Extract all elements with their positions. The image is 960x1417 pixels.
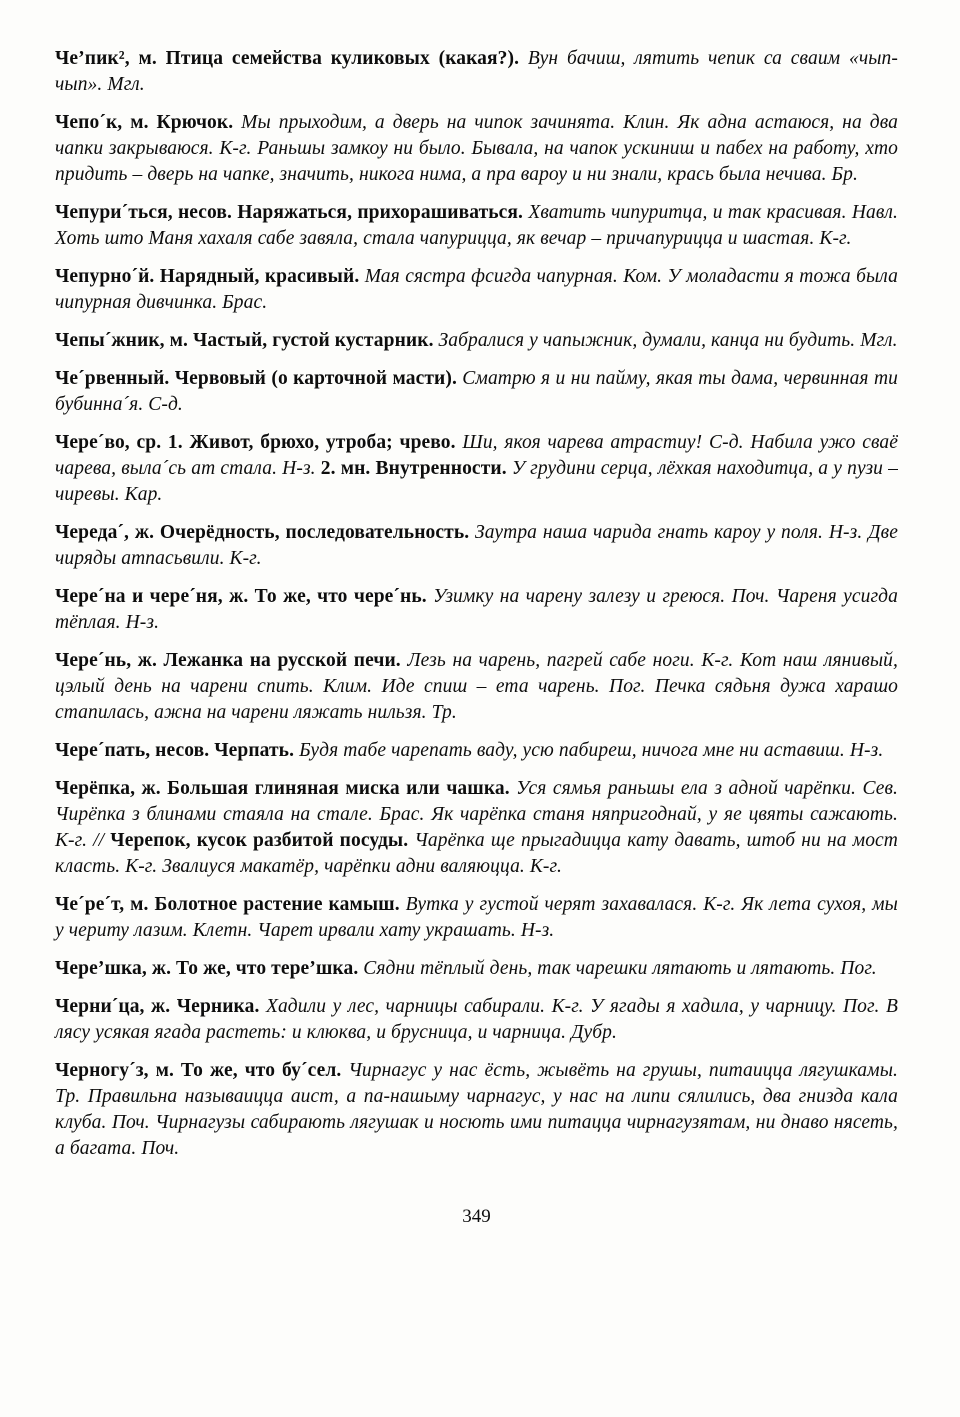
dictionary-entry	[55, 328, 898, 354]
dictionary-entries	[55, 46, 898, 1162]
headword-definition-text: Че´рвенный. Червовый (о карточной масти).	[55, 368, 457, 389]
example-quotation-text: Чирнагус у нас ёсть, жывёть на грушы, питаицца лягушкамы. Тр. Правильна называицца аист, а па-нашыму чарнагус, у нас на липи сялились, два гнизда кала клуба. Поч. Чирнагузы сабирають лягушак и носють ими питацца чирнагузятам, ни днаво нясеть, а багата. Поч.	[55, 1060, 898, 1159]
dictionary-entry	[55, 648, 898, 726]
dictionary-entry	[55, 956, 898, 982]
headword-definition-text: Чере´пать, несов. Черпать.	[55, 740, 295, 761]
example-quotation-text: Мая сястра фсигда чапурная. Ком. У моладасти я тожа была чипурная дивчинка. Брас.	[55, 266, 898, 313]
dictionary-entry	[55, 584, 898, 636]
example-quotation-text: Сматрю я и ни пайму, якая ты дама, червинная ти бубинна´я. С-д.	[55, 368, 898, 415]
example-quotation-text: У грудини серца, лёхкая находитца, а у пузи – чиревы. Кар.	[55, 458, 898, 505]
dictionary-entry	[55, 520, 898, 572]
example-quotation-text: Уся сямья раньшы ела з адной чарёпки. Сев. Чирёпка з блинами стаяла на стале. Брас. Як чарёпка станя няпригоднай, у яе цвяты сажають. К-г. //	[55, 778, 898, 851]
example-quotation-text: Лезь на чарень, пагрей сабе ноги. К-г. Кот наш лянивый, цэлый день на чарени спить. Клим. Иде спиш – ета чарень. Пог. Печка сядьня дужа харашо стапилась, ажна на чарени ляжать нильзя. Тр.	[55, 650, 899, 723]
dictionary-entry	[55, 366, 898, 418]
example-quotation-text: Забралися у чапыжник, думали, канца ни будить. Мгл.	[438, 330, 898, 351]
headword-definition-text: Че´ре´т, м. Болотное растение камыш.	[55, 894, 400, 915]
page-number: 349	[462, 1206, 491, 1227]
dictionary-entry	[55, 738, 898, 764]
dictionary-entry	[55, 892, 898, 944]
dictionary-entry	[55, 994, 898, 1046]
dictionary-entry	[55, 46, 898, 98]
headword-definition-text: Черепок, кусок разбитой посуды.	[110, 830, 409, 851]
headword-definition-text: Чере´нь, ж. Лежанка на русской печи.	[55, 650, 401, 671]
headword-definition-text: Чере´на и чере´ня, ж. То же, что чере´нь.	[55, 586, 427, 607]
headword-definition-text: Черногу´з, м. То же, что бу´сел.	[55, 1060, 342, 1081]
headword-definition-text: Черни´ца, ж. Черника.	[55, 996, 260, 1017]
example-quotation-text: Хадили у лес, чарницы сабирали. К-г. У ягады я хадила, у чарницу. Пог. В лясу усякая ягада растеть: и клюква, и брусница, и чарница. Дубр.	[55, 996, 898, 1043]
example-quotation-text: Хватить чипуритца, и так красивая. Навл. Хоть што Маня хахаля сабе завяла, стала чапурицца, як вечар – причапурицца и шастая. К-г.	[55, 202, 899, 249]
headword-definition-text: Чепури´ться, несов. Наряжаться, прихорашиваться.	[55, 202, 524, 223]
headword-definition-text: Чере´во, ср. 1. Живот, брюхо, утроба; чрево.	[55, 432, 456, 453]
example-quotation-text: Ши, якоя чарева атрастиу! С-д. Набила ужо сваё чарева, выла´сь ат стала. Н-з.	[55, 432, 898, 479]
dictionary-entry	[55, 1058, 898, 1162]
headword-definition-text: Чепурно´й. Нарядный, красивый.	[55, 266, 360, 287]
dictionary-entry	[55, 430, 898, 508]
headword-definition-text: Череда´, ж. Очерёдность, последовательность.	[55, 522, 470, 543]
dictionary-entry	[55, 200, 898, 252]
example-quotation-text: Заутра наша чарида гнать кароу у поля. Н-з. Две чиряды атпасьвили. К-г.	[55, 522, 898, 569]
example-quotation-text: Будя табе чарепать ваду, усю пабиреш, ничога мне ни аставиш. Н-з.	[299, 740, 884, 761]
headword-definition-text: 2. мн. Внутренности.	[320, 458, 507, 479]
headword-definition-text: Чепы´жник, м. Частый, густой кустарник.	[55, 330, 434, 351]
example-quotation-text: Чарёпка ще прыгадицца кату давать, штоб ни на мост класть. К-г. Звалиуся макатёр, чарёпки адни валяюцца. К-г.	[55, 830, 898, 877]
dictionary-entry	[55, 264, 898, 316]
dictionary-entry	[55, 776, 898, 880]
headword-definition-text: Чере’шка, ж. То же, что тере’шка.	[55, 958, 359, 979]
example-quotation-text: Узимку на чарену залезу и греюся. Поч. Чареня усигда тёплая. Н-з.	[55, 586, 898, 633]
example-quotation-text: Вутка у густой черят захавалася. К-г. Як лета сухоя, мы у чериту лазим. Клетн. Чарет ирвали хату украшать. Н-з.	[55, 894, 898, 941]
headword-definition-text: Че’пик², м. Птица семейства куликовых (какая?).	[55, 48, 520, 69]
headword-definition-text: Черёпка, ж. Большая глиняная миска или чашка.	[55, 778, 510, 799]
dictionary-entry	[55, 110, 898, 188]
example-quotation-text: Вун бачиш, лятить чепик са сваим «чып-чып». Мгл.	[55, 48, 899, 95]
example-quotation-text: Сядни тёплый день, так чарешки лятають и лятають. Пог.	[363, 958, 877, 979]
example-quotation-text: Мы прыходим, а дверь на чипок зачинята. Клин. Як адна астаюся, на два чапки закрываюся. К-г. Раньшы замкоу ни было. Бывала, на чапок ускиниш и пабех на работу, хто придить – дверь на чапке, значить, никога нима, а пра вароу и ни знали, крась была нечива. Бр.	[55, 112, 898, 185]
headword-definition-text: Чепо´к, м. Крючок.	[55, 112, 234, 133]
